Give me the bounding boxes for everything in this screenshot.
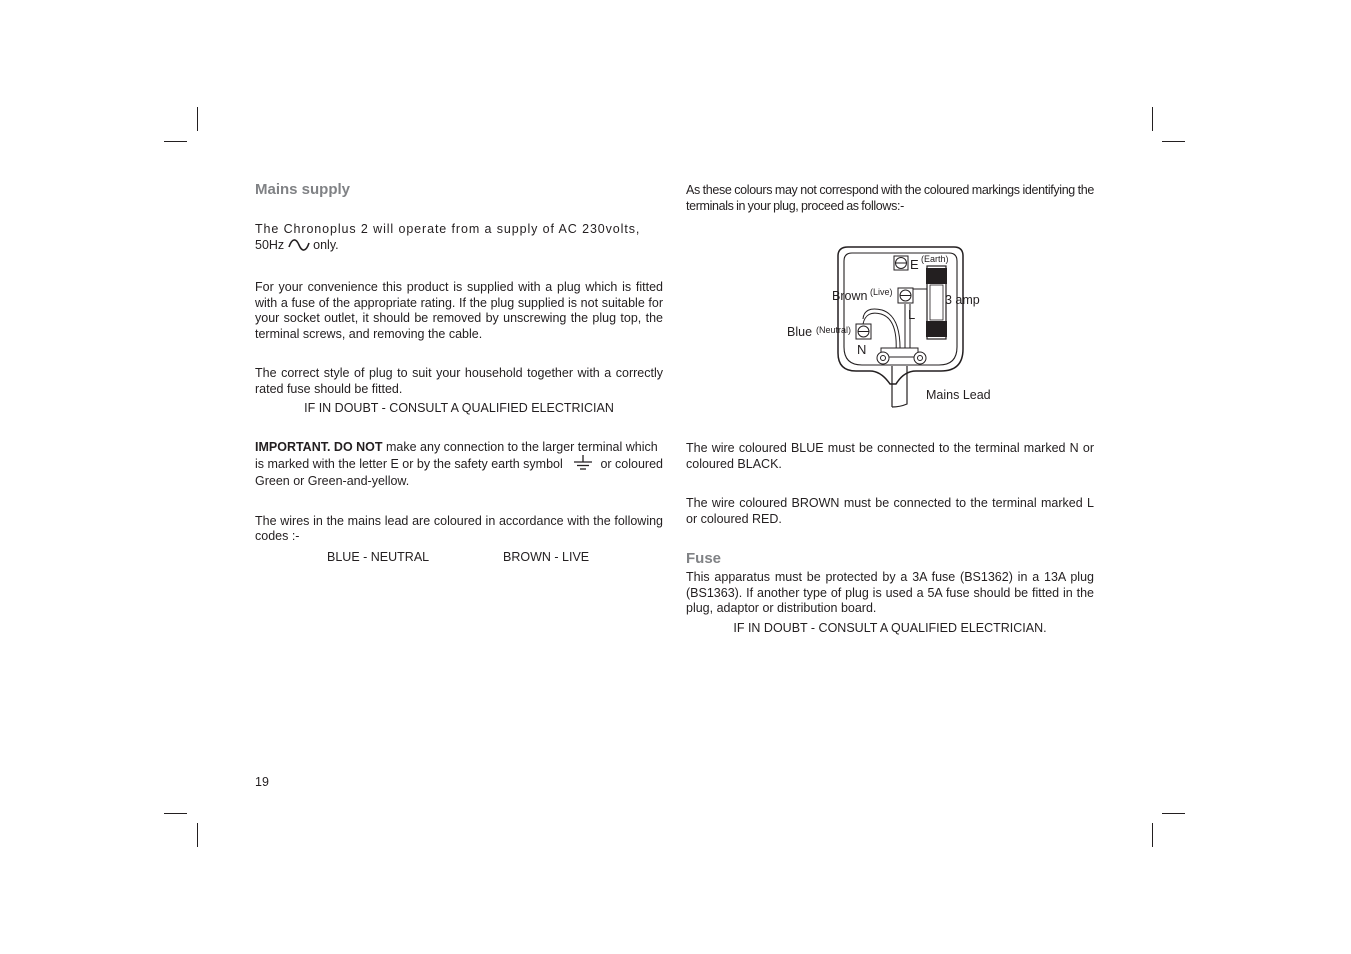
label-e: E [910,257,919,272]
crop-mark [164,813,187,814]
important-line-3: Green or Green-and-yellow. [255,474,410,488]
crop-mark [1162,141,1185,142]
label-3amp: 3 amp [945,293,980,307]
crop-mark [1152,823,1153,847]
wires-paragraph: The wires in the mains lead are coloured in accordance with the following codes :- [255,513,663,543]
section-heading-fuse: Fuse [686,550,722,567]
supply-line-1: The Chronoplus 2 will operate from a supply of AC 230volts, [255,222,641,236]
grip-screw [914,352,926,364]
supply-frequency: 50Hz [255,237,285,252]
crop-mark [1162,813,1185,814]
doubt-notice: IF IN DOUBT - CONSULT A QUALIFIED ELECTRICIAN [304,401,614,415]
label-blue: Blue [787,325,813,339]
supply-line-2 [255,238,663,257]
fuse-doubt-notice: IF IN DOUBT - CONSULT A QUALIFIED ELECTRICIAN. [733,620,1047,635]
colour-codes [255,550,663,566]
code-blue-neutral: BLUE - NEUTRAL [327,549,430,564]
ac-sine-icon [288,238,310,257]
important-label: IMPORTANT. DO NOT [255,439,383,454]
section-heading-mains-supply: Mains supply [255,181,351,198]
important-line-2: is marked with the letter E or by the safety earth symbol or coloured [255,455,663,474]
label-neutral: (Neutral) [816,325,852,335]
important-line-1: IMPORTANT. DO NOT make any connection to the larger terminal which [255,439,658,454]
label-mains-lead: Mains Lead [926,388,991,402]
right-column-lower [686,441,1094,636]
label-l: L [908,307,916,322]
blue-rule: The wire coloured BLUE must be connected to the terminal marked N or coloured BLACK. [686,441,1094,471]
label-n: N [857,342,867,357]
left-column [255,180,663,566]
label-earth: (Earth) [921,254,949,264]
intro-paragraph: As these colours may not correspond with the coloured markings identifying the terminals in your plug, proceed as follows:- [686,183,1094,213]
crop-mark [1152,107,1153,131]
label-brown: Brown [832,289,868,303]
crop-mark [164,141,187,142]
plug-paragraph: For your convenience this product is supplied with a plug which is fitted with a fuse of the appropriate rating. If the plug supplied is not suitable for your socket outlet, it should be removed by unscrewing the plug top, the terminal screws, and removing the cable. [255,280,663,341]
right-column [686,183,1094,214]
brown-rule: The wire coloured BROWN must be connected to the terminal marked L or coloured RED. [686,496,1094,526]
crop-mark [197,823,198,847]
plug-wiring-diagram [786,244,1006,410]
page-number: 19 [255,775,269,789]
code-brown-live: BROWN - LIVE [503,549,590,564]
supply-only: only. [309,237,339,252]
crop-mark [197,107,198,131]
earth-ground-icon [573,455,593,477]
label-live: (Live) [870,287,893,297]
grip-screw [877,352,889,364]
fuse-paragraph: This apparatus must be protected by a 3A fuse (BS1362) in a 13A plug (BS1363). If another type of plug is used a 5A fuse should be fitted in the plug, adaptor or distribution board. [686,570,1094,615]
mains-lead [892,366,907,407]
plug-style-paragraph: The correct style of plug to suit your household together with a correctly rated fuse should be fitted. [255,366,663,396]
